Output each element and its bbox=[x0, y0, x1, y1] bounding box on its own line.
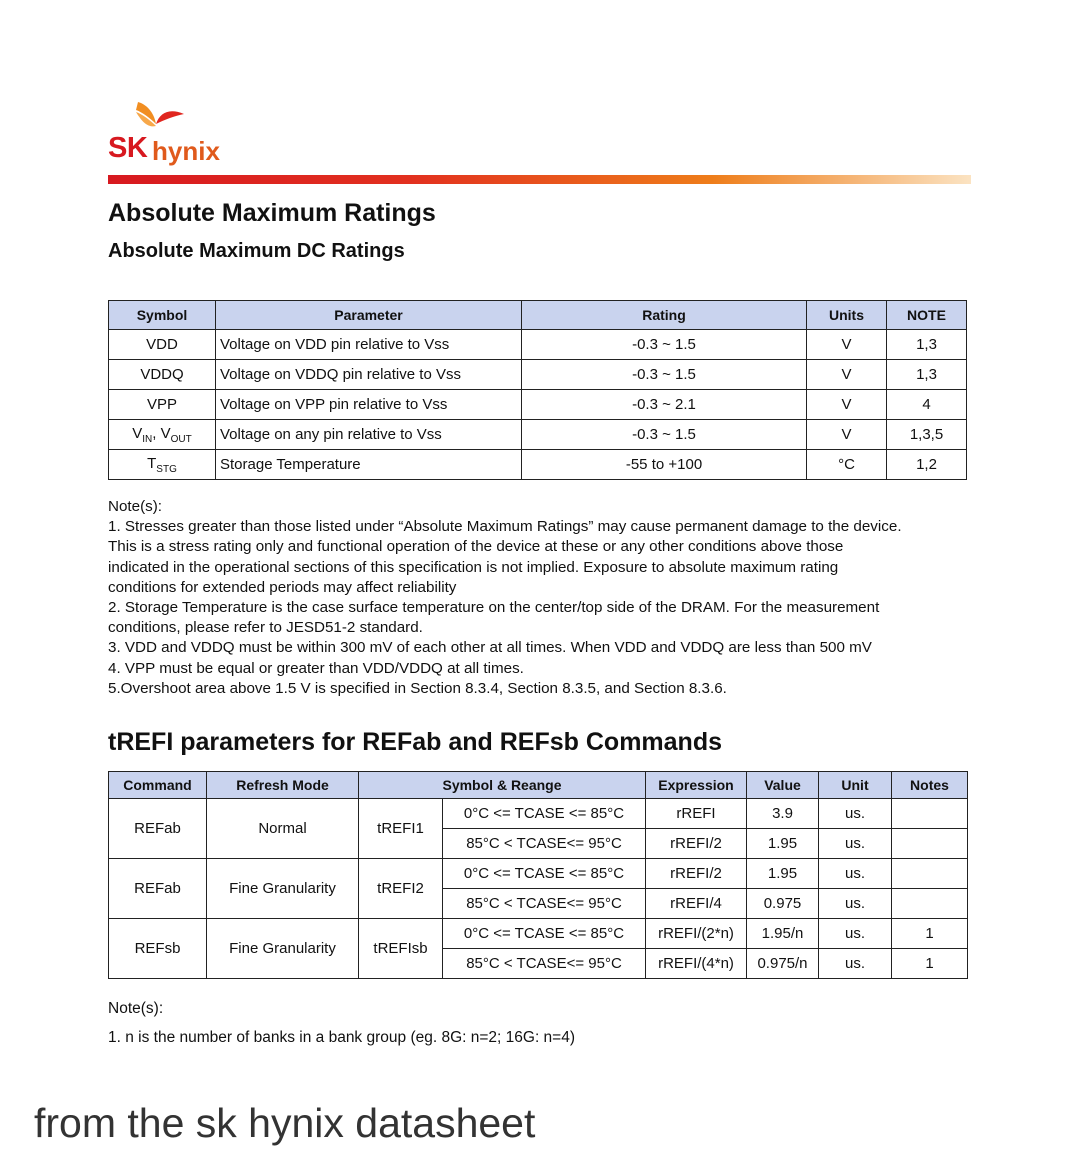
notes-title-2: Note(s): bbox=[108, 1000, 164, 1017]
trefi-parameters-table bbox=[108, 771, 968, 979]
note-line: indicated in the operational sections of this specification is not implied. Exposure to absolute maximum rating bbox=[108, 558, 839, 576]
notes-cell bbox=[892, 889, 968, 919]
unit-cell: us. bbox=[819, 829, 892, 859]
header-units: Units bbox=[807, 301, 887, 330]
range-cell: 85°C < TCASE<= 95°C bbox=[443, 949, 646, 979]
note-cell: 1,3 bbox=[887, 360, 967, 390]
symbol-cell: tREFIsb bbox=[359, 919, 443, 979]
symbol-cell: VDDQ bbox=[109, 360, 216, 390]
header-refresh-mode: Refresh Mode bbox=[207, 772, 359, 799]
notes-cell: 1 bbox=[892, 949, 968, 979]
parameter-cell: Voltage on VDDQ pin relative to Vss bbox=[216, 360, 522, 390]
expression-cell: rREFI/(2*n) bbox=[646, 919, 747, 949]
header-symbol: Symbol bbox=[109, 301, 216, 330]
table-row bbox=[109, 919, 968, 949]
notes-section-1 bbox=[108, 497, 978, 699]
command-cell: REFab bbox=[109, 859, 207, 919]
parameter-cell: Storage Temperature bbox=[216, 450, 522, 480]
table-row bbox=[109, 360, 967, 390]
table-row bbox=[109, 390, 967, 420]
unit-cell: us. bbox=[819, 889, 892, 919]
header-notes: Notes bbox=[892, 772, 968, 799]
value-cell: 0.975/n bbox=[747, 949, 819, 979]
header-symbol-range: Symbol & Reange bbox=[359, 772, 646, 799]
note-line: conditions, please refer to JESD51-2 standard. bbox=[108, 619, 423, 637]
table-header-row bbox=[109, 301, 967, 330]
unit-cell: us. bbox=[819, 799, 892, 829]
table-row bbox=[109, 859, 968, 889]
note-line: 1. n is the number of banks in a bank group (eg. 8G: n=2; 16G: n=4) bbox=[108, 1029, 576, 1046]
table-row bbox=[109, 450, 967, 480]
symbol-cell: VDD bbox=[109, 330, 216, 360]
note-cell: 4 bbox=[887, 390, 967, 420]
units-cell: °C bbox=[807, 450, 887, 480]
rating-cell: -0.3 ~ 1.5 bbox=[522, 330, 807, 360]
value-cell: 1.95 bbox=[747, 829, 819, 859]
note-line: 4. VPP must be equal or greater than VDD/VDDQ at all times. bbox=[108, 659, 524, 677]
unit-cell: us. bbox=[819, 919, 892, 949]
table-row bbox=[109, 799, 968, 829]
notes-cell bbox=[892, 859, 968, 889]
command-cell: REFab bbox=[109, 799, 207, 859]
parameter-cell: Voltage on VDD pin relative to Vss bbox=[216, 330, 522, 360]
value-cell: 0.975 bbox=[747, 889, 819, 919]
note-cell: 1,3 bbox=[887, 330, 967, 360]
table-header-row bbox=[109, 772, 968, 799]
unit-cell: us. bbox=[819, 859, 892, 889]
note-line: 1. Stresses greater than those listed under “Absolute Maximum Ratings” may cause permanent damage to the device. bbox=[108, 518, 902, 536]
header-note: NOTE bbox=[887, 301, 967, 330]
units-cell: V bbox=[807, 330, 887, 360]
expression-cell: rREFI bbox=[646, 799, 747, 829]
logo-hynix-text: hynix bbox=[152, 136, 220, 166]
header-rating: Rating bbox=[522, 301, 807, 330]
note-line: This is a stress rating only and functional operation of the device at these or any other conditions above those bbox=[108, 538, 844, 556]
refresh-mode-cell: Fine Granularity bbox=[207, 859, 359, 919]
symbol-cell: VPP bbox=[109, 390, 216, 420]
parameter-cell: Voltage on any pin relative to Vss bbox=[216, 420, 522, 450]
table-row bbox=[109, 420, 967, 450]
value-cell: 3.9 bbox=[747, 799, 819, 829]
refresh-mode-cell: Fine Granularity bbox=[207, 919, 359, 979]
note-cell: 1,2 bbox=[887, 450, 967, 480]
notes-cell: 1 bbox=[892, 919, 968, 949]
units-cell: V bbox=[807, 390, 887, 420]
notes-cell bbox=[892, 799, 968, 829]
table-row bbox=[109, 330, 967, 360]
sk-hynix-logo bbox=[108, 100, 268, 170]
rating-cell: -0.3 ~ 2.1 bbox=[522, 390, 807, 420]
header-command: Command bbox=[109, 772, 207, 799]
parameter-cell: Voltage on VPP pin relative to Vss bbox=[216, 390, 522, 420]
section-title-trefi: tREFI parameters for REFab and REFsb Commands bbox=[108, 728, 723, 756]
symbol-cell: tREFI1 bbox=[359, 799, 443, 859]
note-line: 3. VDD and VDDQ must be within 300 mV of each other at all times. When VDD and VDDQ are less than 500 mV bbox=[108, 639, 872, 657]
note-line: 2. Storage Temperature is the case surface temperature on the center/top side of the DRAM. For the measurement bbox=[108, 599, 880, 617]
section-title-absolute-max: Absolute Maximum Ratings bbox=[108, 199, 436, 227]
range-cell: 85°C < TCASE<= 95°C bbox=[443, 829, 646, 859]
note-line: 5.Overshoot area above 1.5 V is specified in Section 8.3.4, Section 8.3.5, and Section 8.3.6. bbox=[108, 679, 727, 697]
expression-cell: rREFI/2 bbox=[646, 829, 747, 859]
command-cell: REFsb bbox=[109, 919, 207, 979]
range-cell: 0°C <= TCASE <= 85°C bbox=[443, 919, 646, 949]
symbol-cell: $V_{IN}$, $V_{OUT}$ bbox=[109, 420, 216, 450]
notes-cell bbox=[892, 829, 968, 859]
notes-title: Note(s): bbox=[108, 498, 163, 515]
expression-cell: rREFI/2 bbox=[646, 859, 747, 889]
units-cell: V bbox=[807, 360, 887, 390]
range-cell: 85°C < TCASE<= 95°C bbox=[443, 889, 646, 919]
brand-divider bbox=[108, 175, 971, 184]
header-value: Value bbox=[747, 772, 819, 799]
expression-cell: rREFI/4 bbox=[646, 889, 747, 919]
expression-cell: rREFI/(4*n) bbox=[646, 949, 747, 979]
value-cell: 1.95 bbox=[747, 859, 819, 889]
units-cell: V bbox=[807, 420, 887, 450]
logo-sk-text: SK bbox=[108, 132, 148, 164]
note-cell: 1,3,5 bbox=[887, 420, 967, 450]
header-unit: Unit bbox=[819, 772, 892, 799]
range-cell: 0°C <= TCASE <= 85°C bbox=[443, 859, 646, 889]
rating-cell: -55 to +100 bbox=[522, 450, 807, 480]
absolute-max-ratings-table bbox=[108, 300, 967, 480]
symbol-cell: $T_{STG}$ bbox=[109, 450, 216, 480]
section-subtitle-dc-ratings: Absolute Maximum DC Ratings bbox=[108, 240, 405, 262]
rating-cell: -0.3 ~ 1.5 bbox=[522, 360, 807, 390]
range-cell: 0°C <= TCASE <= 85°C bbox=[443, 799, 646, 829]
refresh-mode-cell: Normal bbox=[207, 799, 359, 859]
value-cell: 1.95/n bbox=[747, 919, 819, 949]
header-expression: Expression bbox=[646, 772, 747, 799]
rating-cell: -0.3 ~ 1.5 bbox=[522, 420, 807, 450]
symbol-cell: tREFI2 bbox=[359, 859, 443, 919]
header-parameter: Parameter bbox=[216, 301, 522, 330]
caption-text: from the sk hynix datasheet bbox=[34, 1100, 536, 1146]
unit-cell: us. bbox=[819, 949, 892, 979]
note-line: conditions for extended periods may affect reliability bbox=[108, 578, 457, 596]
